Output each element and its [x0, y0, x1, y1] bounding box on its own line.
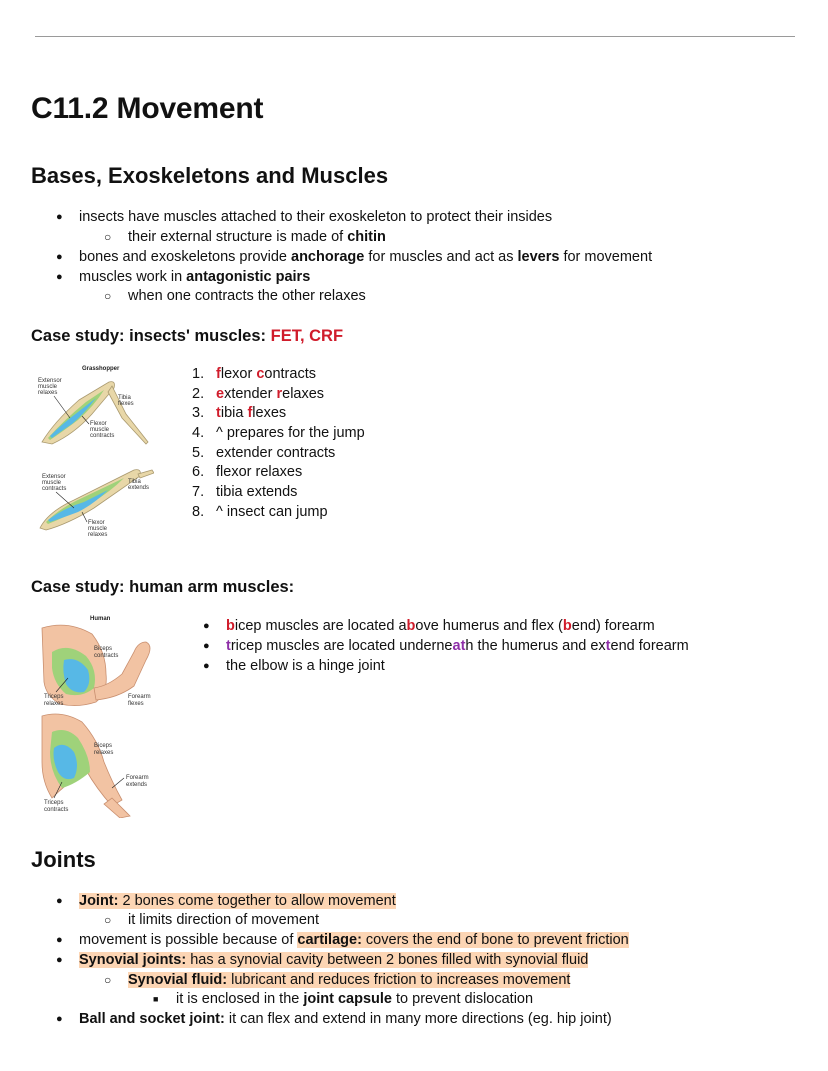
human-arm-figure: [38, 612, 162, 818]
list-item: Joint: 2 bones come together to allow movement: [79, 893, 396, 909]
list-item: 4. ^ prepares for the jump: [192, 425, 365, 441]
figure-label: muscle: [90, 427, 110, 433]
figure-label: muscle: [42, 480, 62, 486]
list-item: Synovial joints: has a synovial cavity between 2 bones filled with synovial fluid: [79, 952, 589, 968]
bullet-dot: ●: [56, 211, 63, 223]
bullet-dot: ●: [203, 640, 210, 652]
figure-label: contracts: [42, 486, 67, 492]
bullet-dot: ●: [203, 660, 210, 672]
figure-label: Tibia: [128, 479, 141, 485]
figure-title: Grasshopper: [82, 366, 120, 372]
list-item: it is enclosed in the joint capsule to prevent dislocation: [176, 991, 534, 1007]
list-item: bicep muscles are located above humerus and flex (bend) forearm: [226, 618, 655, 634]
list-item: muscles work in antagonistic pairs: [79, 269, 311, 285]
section-heading-bases: Bases, Exoskeletons and Muscles: [31, 163, 389, 188]
list-item: movement is possible because of cartilage: covers the end of bone to prevent friction: [79, 932, 629, 948]
list-item: their external structure is made of chitin: [128, 229, 386, 245]
bullet-dot: ●: [203, 620, 210, 632]
list-item: Ball and socket joint: it can flex and extend in many more directions (eg. hip joint): [79, 1011, 612, 1027]
bullet-circle: ○: [104, 289, 112, 303]
figure-label: Forearm: [128, 694, 151, 700]
figure-label: Biceps: [94, 743, 113, 749]
list-item: 7. tibia extends: [192, 484, 298, 500]
figure-label: relaxes: [44, 701, 64, 707]
list-item: bones and exoskeletons provide anchorage for muscles and act as levers for movement: [79, 249, 653, 265]
figure-title: Human: [90, 616, 111, 622]
figure-label: extends: [128, 485, 150, 491]
figure-label: relaxes: [94, 750, 114, 756]
list-item: the elbow is a hinge joint: [226, 658, 385, 674]
figure-label: Extensor: [42, 474, 66, 480]
list-item: 1. flexor contracts: [192, 366, 316, 382]
figure-label: Flexor: [90, 421, 107, 427]
bullet-dot: ●: [56, 954, 63, 966]
figure-label: Triceps: [44, 694, 64, 700]
bullet-dot: ●: [56, 934, 63, 946]
figure-label: flexes: [128, 701, 144, 707]
figure-label: relaxes: [38, 390, 58, 396]
case-study-arm-heading: Case study: human arm muscles:: [31, 578, 295, 596]
figure-label: contracts: [44, 807, 69, 813]
list-item: it limits direction of movement: [128, 912, 319, 928]
figure-label: relaxes: [88, 532, 108, 538]
top-rule: [35, 36, 795, 37]
list-item: 5. extender contracts: [192, 445, 336, 461]
bullet-dot: ●: [56, 1013, 63, 1025]
figure-label: Tibia: [118, 395, 131, 401]
figure-label: muscle: [38, 384, 58, 390]
bullet-circle: ○: [104, 973, 112, 987]
bullet-dot: ●: [56, 895, 63, 907]
bullet-dot: ●: [56, 251, 63, 263]
page-title: C11.2 Movement: [31, 92, 264, 125]
bullet-circle: ○: [104, 913, 112, 927]
bullet-square: ■: [153, 994, 159, 1004]
figure-label: contracts: [90, 433, 115, 439]
figure-label: Forearm: [126, 775, 149, 781]
list-item: 3. tibia flexes: [192, 405, 287, 421]
figure-label: extends: [126, 782, 148, 788]
case-study-insects-heading: Case study: insects' muscles: FET, CRF: [31, 327, 344, 345]
section-heading-joints: Joints: [31, 847, 96, 872]
figure-label: contracts: [94, 653, 119, 659]
list-item: Synovial fluid: lubricant and reduces friction to increases movement: [128, 972, 571, 988]
figure-label: muscle: [88, 526, 108, 532]
list-item: 6. flexor relaxes: [192, 464, 303, 480]
list-item: 2. extender relaxes: [192, 386, 325, 402]
figure-label: Flexor: [88, 520, 105, 526]
grasshopper-leg-figure: [34, 362, 154, 540]
figure-label: Biceps: [94, 646, 113, 652]
figure-label: Extensor: [38, 378, 62, 384]
figure-label: Triceps: [44, 800, 64, 806]
bullet-circle: ○: [104, 230, 112, 244]
figure-label: flexes: [118, 401, 134, 407]
list-item: when one contracts the other relaxes: [128, 288, 366, 304]
list-item: tricep muscles are located underneath the humerus and extend forearm: [226, 638, 689, 654]
bullet-dot: ●: [56, 271, 63, 283]
list-item: insects have muscles attached to their exoskeleton to protect their insides: [79, 209, 553, 225]
list-item: 8. ^ insect can jump: [192, 504, 328, 520]
